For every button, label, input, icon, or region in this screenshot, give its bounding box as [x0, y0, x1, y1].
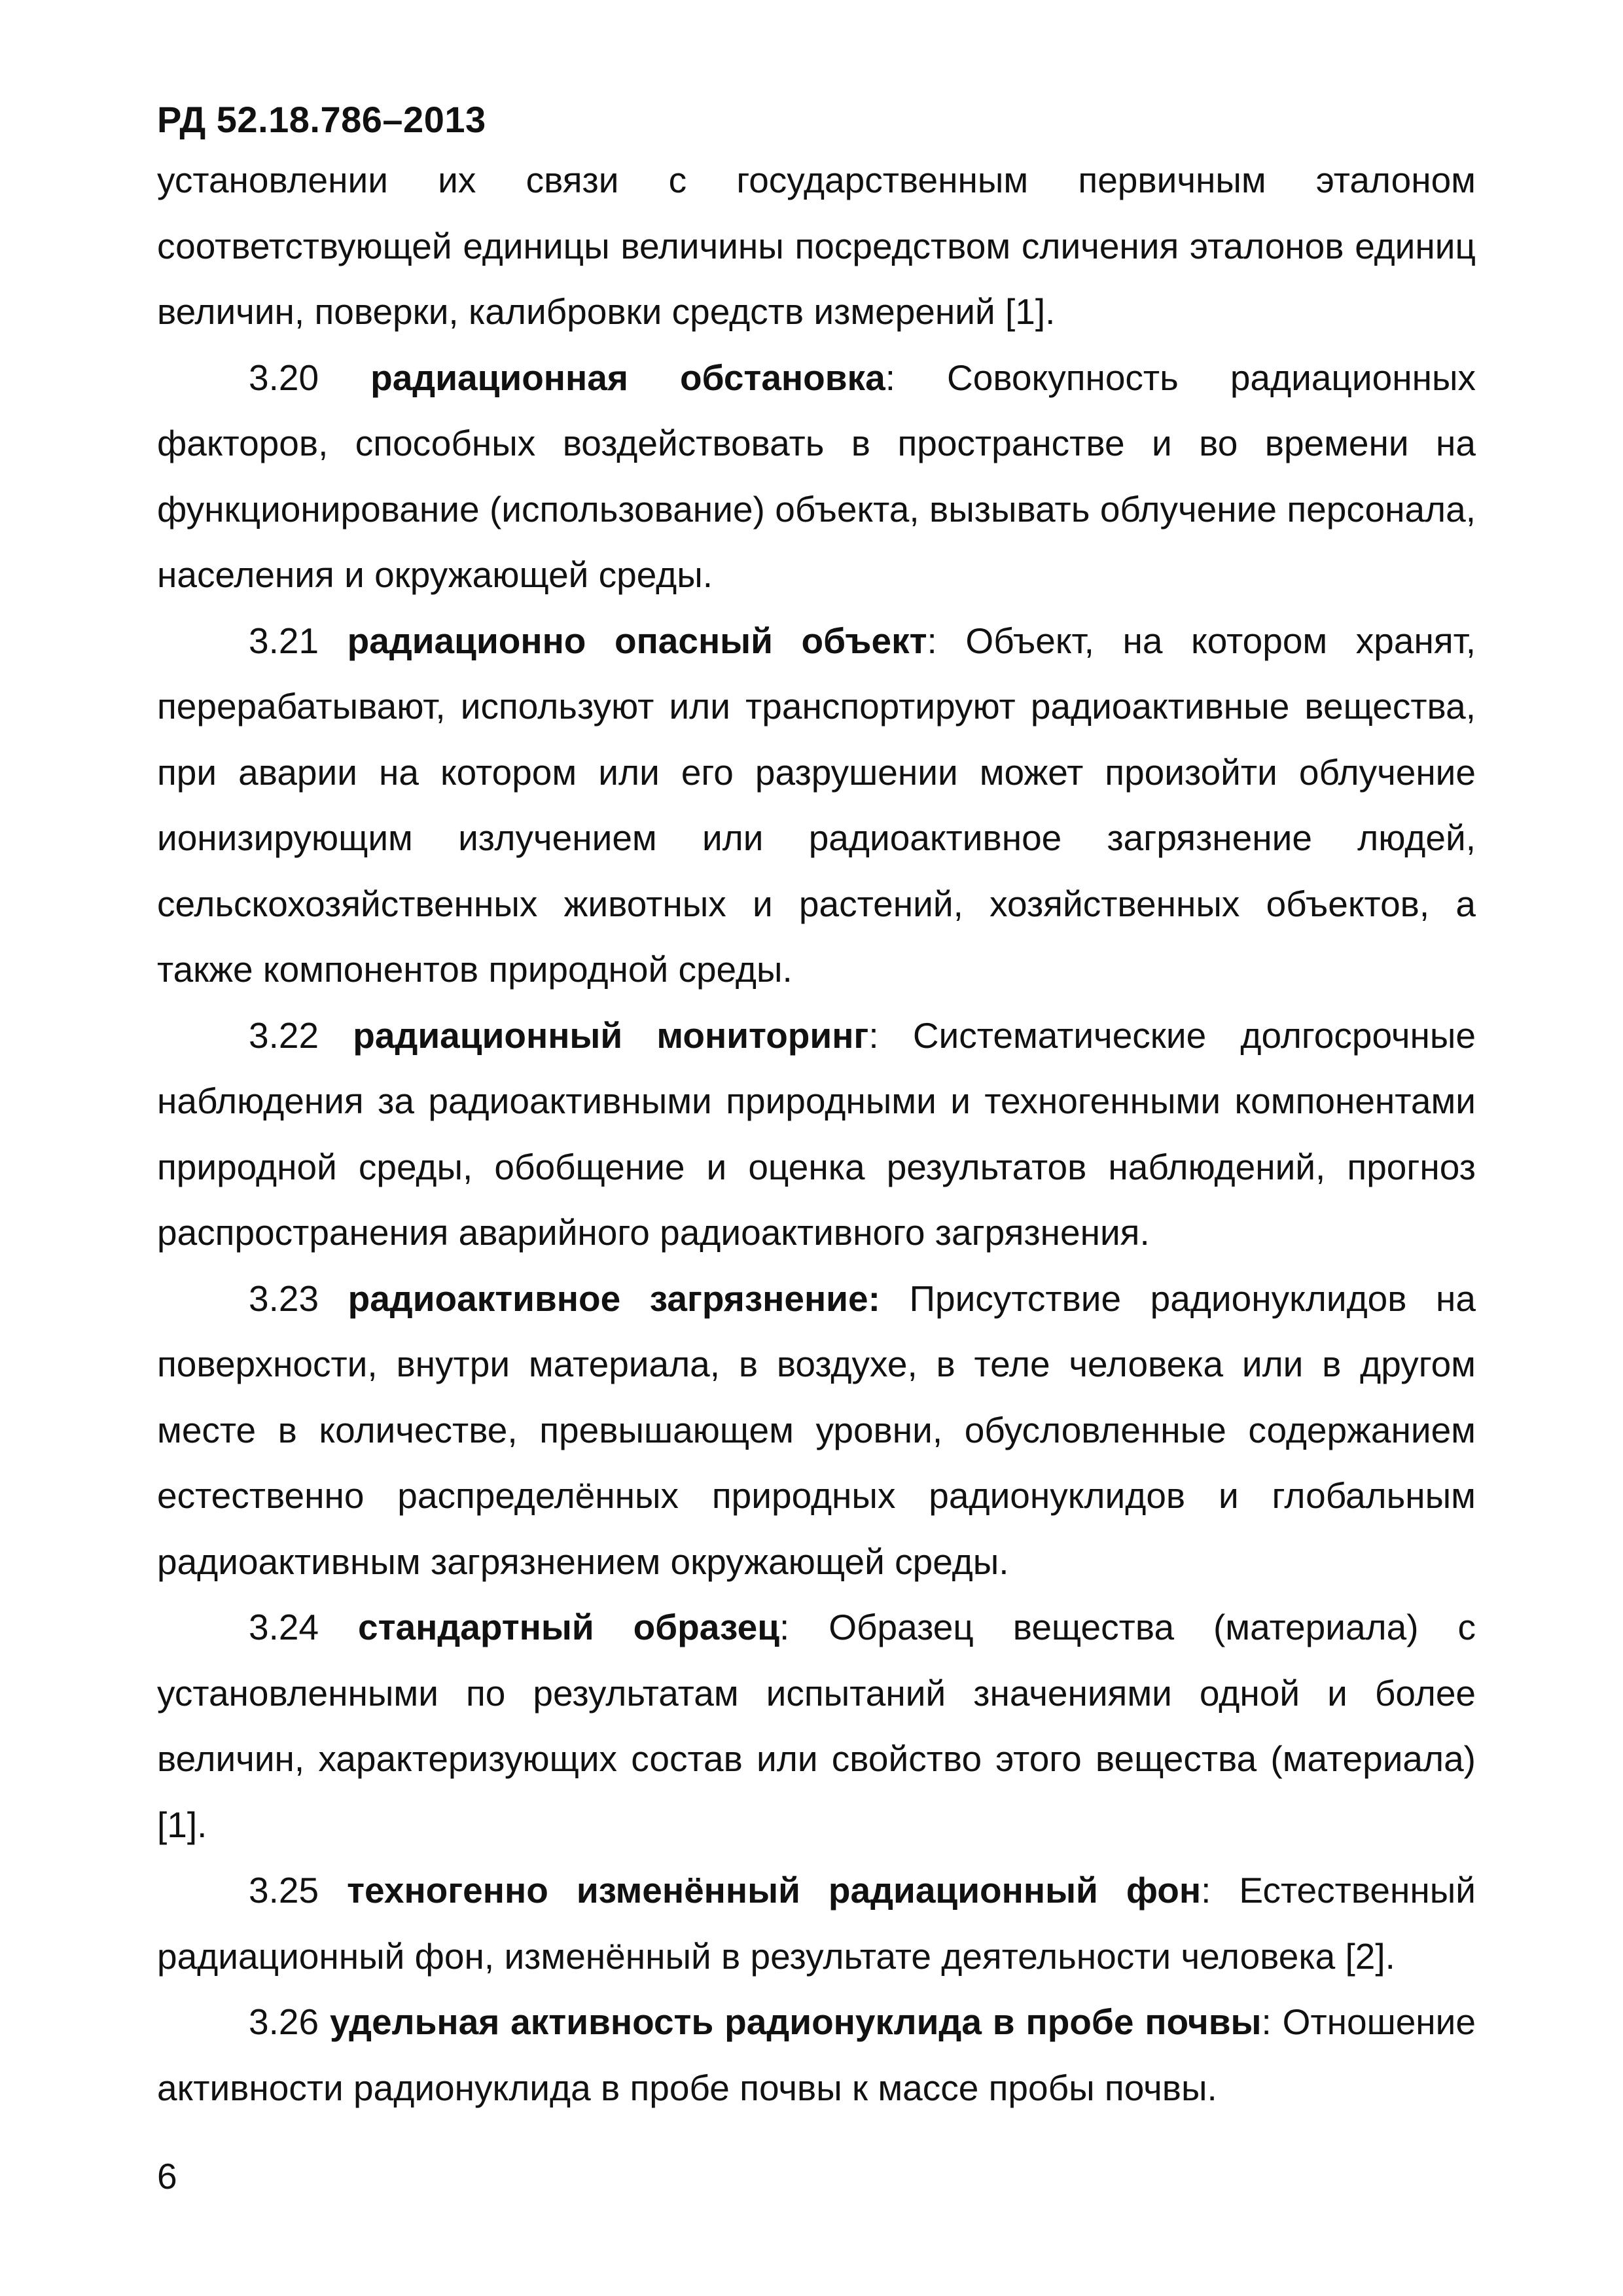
definition-term: радиационный мониторинг: [353, 1014, 869, 1056]
definition-term: радиоактивное загрязнение:: [348, 1278, 880, 1319]
definition-text: : Естественный радиационный фон, изменённый в результате деятельности человека [2].: [157, 1870, 1476, 1977]
definition-3-24: [157, 1594, 1476, 1857]
definition-number: 3.20: [249, 357, 371, 398]
definition-text: : Объект, на котором хранят, перерабатывают, используют или транспортируют радиоактивные вещества, при аварии на котором или его разрушении может произойти облучение ионизирующим излучением или радиоактивное загрязнение людей, сельскохозяйственных животных и растений, хозяйственных объектов, а также компонентов природной среды.: [157, 620, 1476, 990]
definition-3-26: [157, 1989, 1476, 2121]
definition-term: техногенно изменённый радиационный фон: [347, 1870, 1202, 1910]
definition-text: : Совокупность радиационных факторов, способных воздействовать в пространстве и во времени на функционирование (использование) объекта, вызывать облучение персонала, населения и окружающей среды.: [157, 357, 1476, 595]
definition-text: : Отношение активности радионуклида в пробе почвы к массе пробы почвы.: [157, 2001, 1476, 2108]
definition-text: : Образец вещества (материала) с установленными по результатам испытаний значениями одной и более величин, характеризующих состав или свойство этого вещества (материала) [1].: [157, 1607, 1476, 1845]
definition-term: удельная активность радионуклида в пробе почвы: [329, 2001, 1262, 2042]
definition-number: 3.26: [249, 2001, 330, 2042]
document-code-header: РД 52.18.786–2013: [157, 99, 486, 140]
definition-3-25: [157, 1857, 1476, 1989]
definition-number: 3.24: [249, 1607, 358, 1647]
definition-3-22: [157, 1003, 1476, 1266]
document-body: [157, 147, 1476, 2121]
definition-3-20: [157, 345, 1476, 608]
definition-3-23: [157, 1266, 1476, 1595]
definition-number: 3.23: [249, 1278, 348, 1319]
definition-term: радиационная обстановка: [370, 357, 885, 398]
paragraph-text: установлении их связи с государственным первичным эталоном соответствующей единицы величины посредством сличения эталонов единиц величин, поверки, калибровки средств измерений [1].: [157, 160, 1476, 332]
page-number: 6: [157, 2156, 177, 2197]
definition-3-21: [157, 608, 1476, 1003]
paragraph-continuation: [157, 147, 1476, 345]
definition-number: 3.21: [249, 620, 348, 661]
definition-term: стандартный образец: [358, 1607, 780, 1647]
definition-number: 3.22: [249, 1014, 353, 1056]
definition-text: : Систематические долгосрочные наблюдения за радиоактивными природными и техногенными компонентами природной среды, обобщение и оценка результатов наблюдений, прогноз распространения аварийного радиоактивного загрязнения.: [157, 1014, 1476, 1253]
definition-term: радиационно опасный объект: [347, 620, 927, 661]
definition-text: Присутствие радионуклидов на поверхности, внутри материала, в воздухе, в теле человека или в другом месте в количестве, превышающем уровни, обусловленные содержанием естественно распределённых природных радионуклидов и глобальным радиоактивным загрязнением окружающей среды.: [157, 1278, 1476, 1582]
definition-number: 3.25: [249, 1870, 348, 1910]
